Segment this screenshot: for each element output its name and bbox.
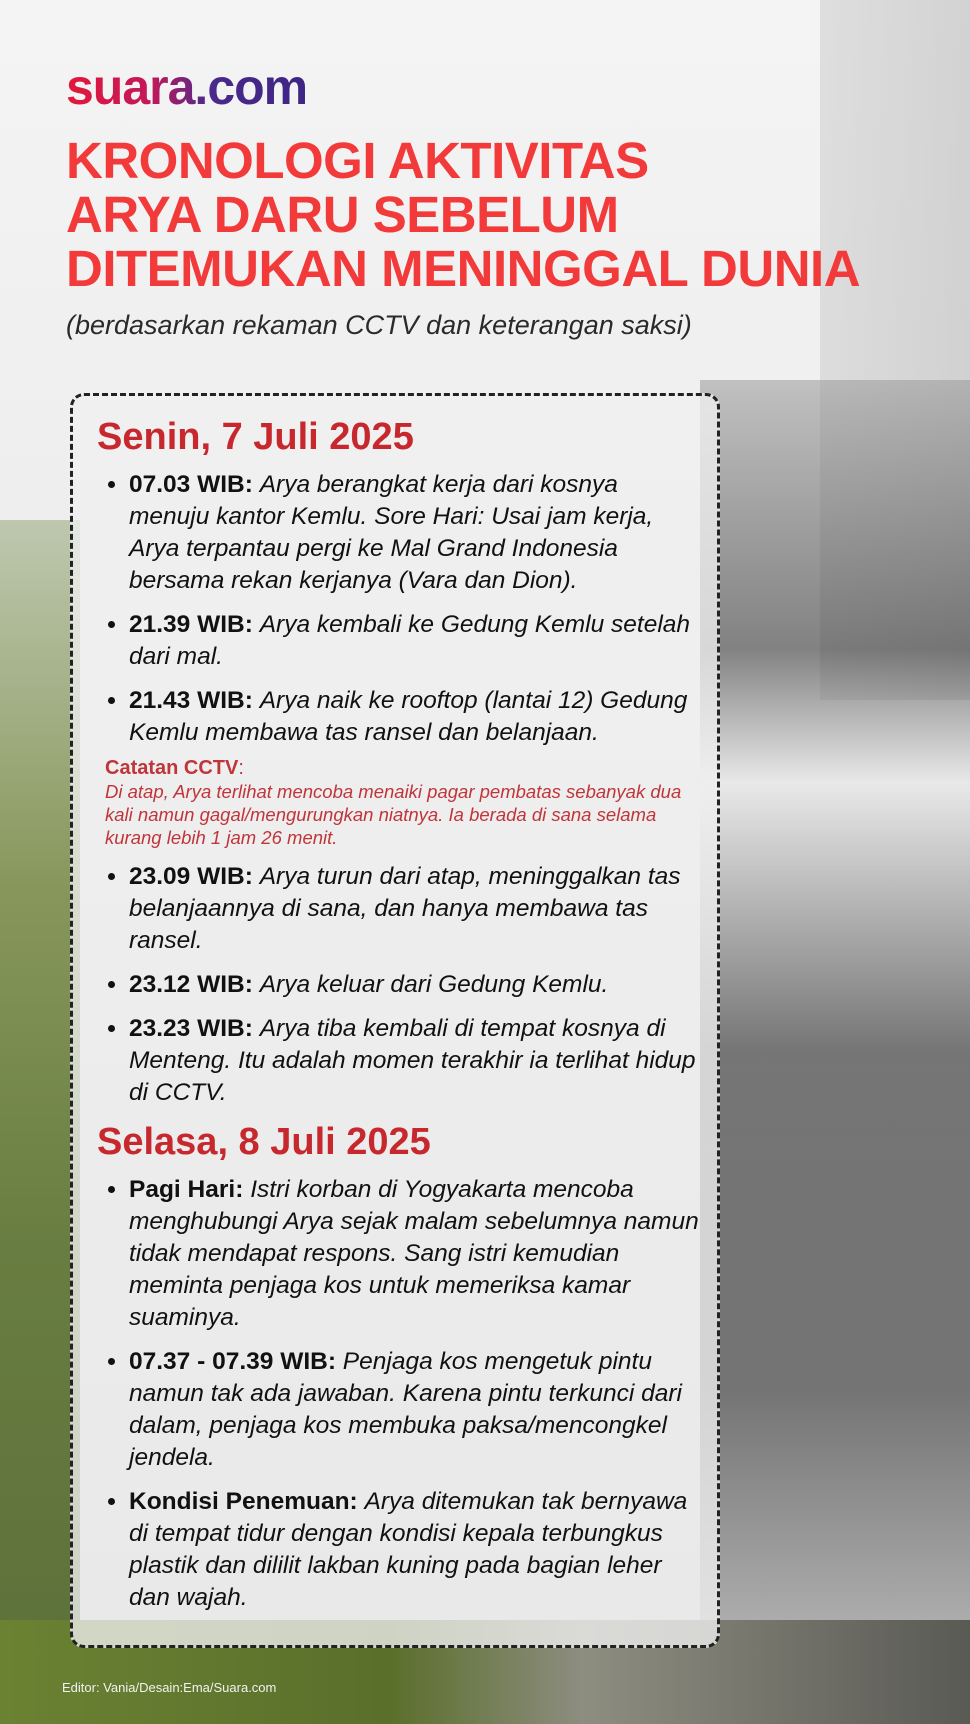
timeline-item: • 23.09 WIB: Arya turun dari atap, meninggalkan tas belanjaannya di sana, dan hanya membawa tas ransel.	[129, 861, 699, 957]
cctv-note-label: Catatan CCTV	[105, 757, 239, 779]
cctv-note-text: Di atap, Arya terlihat mencoba menaiki pagar pembatas sebanyak dua kali namun gagal/mengurungkan niatnya. Ia berada di sana selama kurang lebih 1 jam 26 menit.	[105, 781, 682, 848]
timeline-item: • Kondisi Penemuan: Arya ditemukan tak bernyawa di tempat tidur dengan kondisi kepala terbungkus plastik dan dililit lakban kuning pada bagian leher dan wajah.	[129, 1486, 699, 1614]
timeline-item: • 07.37 - 07.39 WIB: Penjaga kos mengetuk pintu namun tak ada jawaban. Karena pintu terkunci dari dalam, penjaga kos membuka paksa/mencongkel jendela.	[129, 1346, 699, 1474]
timeline-item: • 07.03 WIB: Arya berangkat kerja dari kosnya menuju kantor Kemlu. Sore Hari: Usai jam kerja, Arya terpantau pergi ke Mal Grand Indonesia bersama rekan kerjanya (Vara dan Dion).	[129, 469, 699, 597]
timeline-item: • Pagi Hari: Istri korban di Yogyakarta mencoba menghubungi Arya sejak malam sebelumnya namun tidak mendapat respons. Sang istri kemudian meminta penjaga kos untuk memeriksa kamar suaminya.	[129, 1174, 699, 1334]
credits: Editor: Vania/Desain:Ema/Suara.com	[62, 1680, 277, 1695]
timeline-item: • 21.39 WIB: Arya kembali ke Gedung Kemlu setelah dari mal.	[129, 609, 699, 673]
timeline-box	[70, 393, 720, 1648]
page-title	[66, 134, 860, 296]
background-illustration-man	[700, 380, 970, 1724]
timeline-list	[97, 1174, 699, 1614]
date-heading: Selasa, 8 Juli 2025	[97, 1121, 431, 1163]
title-line: ARYA DARU SEBELUM	[66, 186, 619, 243]
timeline-item: • 23.12 WIB: Arya keluar dari Gedung Kemlu.	[129, 969, 699, 1001]
subtitle: (berdasarkan rekaman CCTV dan keterangan saksi)	[66, 310, 692, 340]
timeline-list	[97, 469, 699, 749]
timeline-item: • 21.43 WIB: Arya naik ke rooftop (lantai 12) Gedung Kemlu membawa tas ransel dan belanjaan.	[129, 685, 699, 749]
cctv-note: Catatan CCTV: Di atap, Arya terlihat mencoba menaiki pagar pembatas sebanyak dua kali namun gagal/mengurungkan niatnya. Ia berada di sana selama kurang lebih 1 jam 26 menit.	[105, 757, 699, 849]
date-heading: Senin, 7 Juli 2025	[97, 416, 414, 458]
title-line: KRONOLOGI AKTIVITAS	[66, 132, 649, 189]
suara-logo: suara.com	[66, 59, 308, 115]
timeline-item: • 23.23 WIB: Arya tiba kembali di tempat kosnya di Menteng. Itu adalah momen terakhir ia terlihat hidup di CCTV.	[129, 1013, 699, 1109]
background-grass	[0, 520, 80, 1724]
title-line: DITEMUKAN MENINGGAL DUNIA	[66, 240, 861, 297]
timeline-list	[97, 861, 699, 1109]
